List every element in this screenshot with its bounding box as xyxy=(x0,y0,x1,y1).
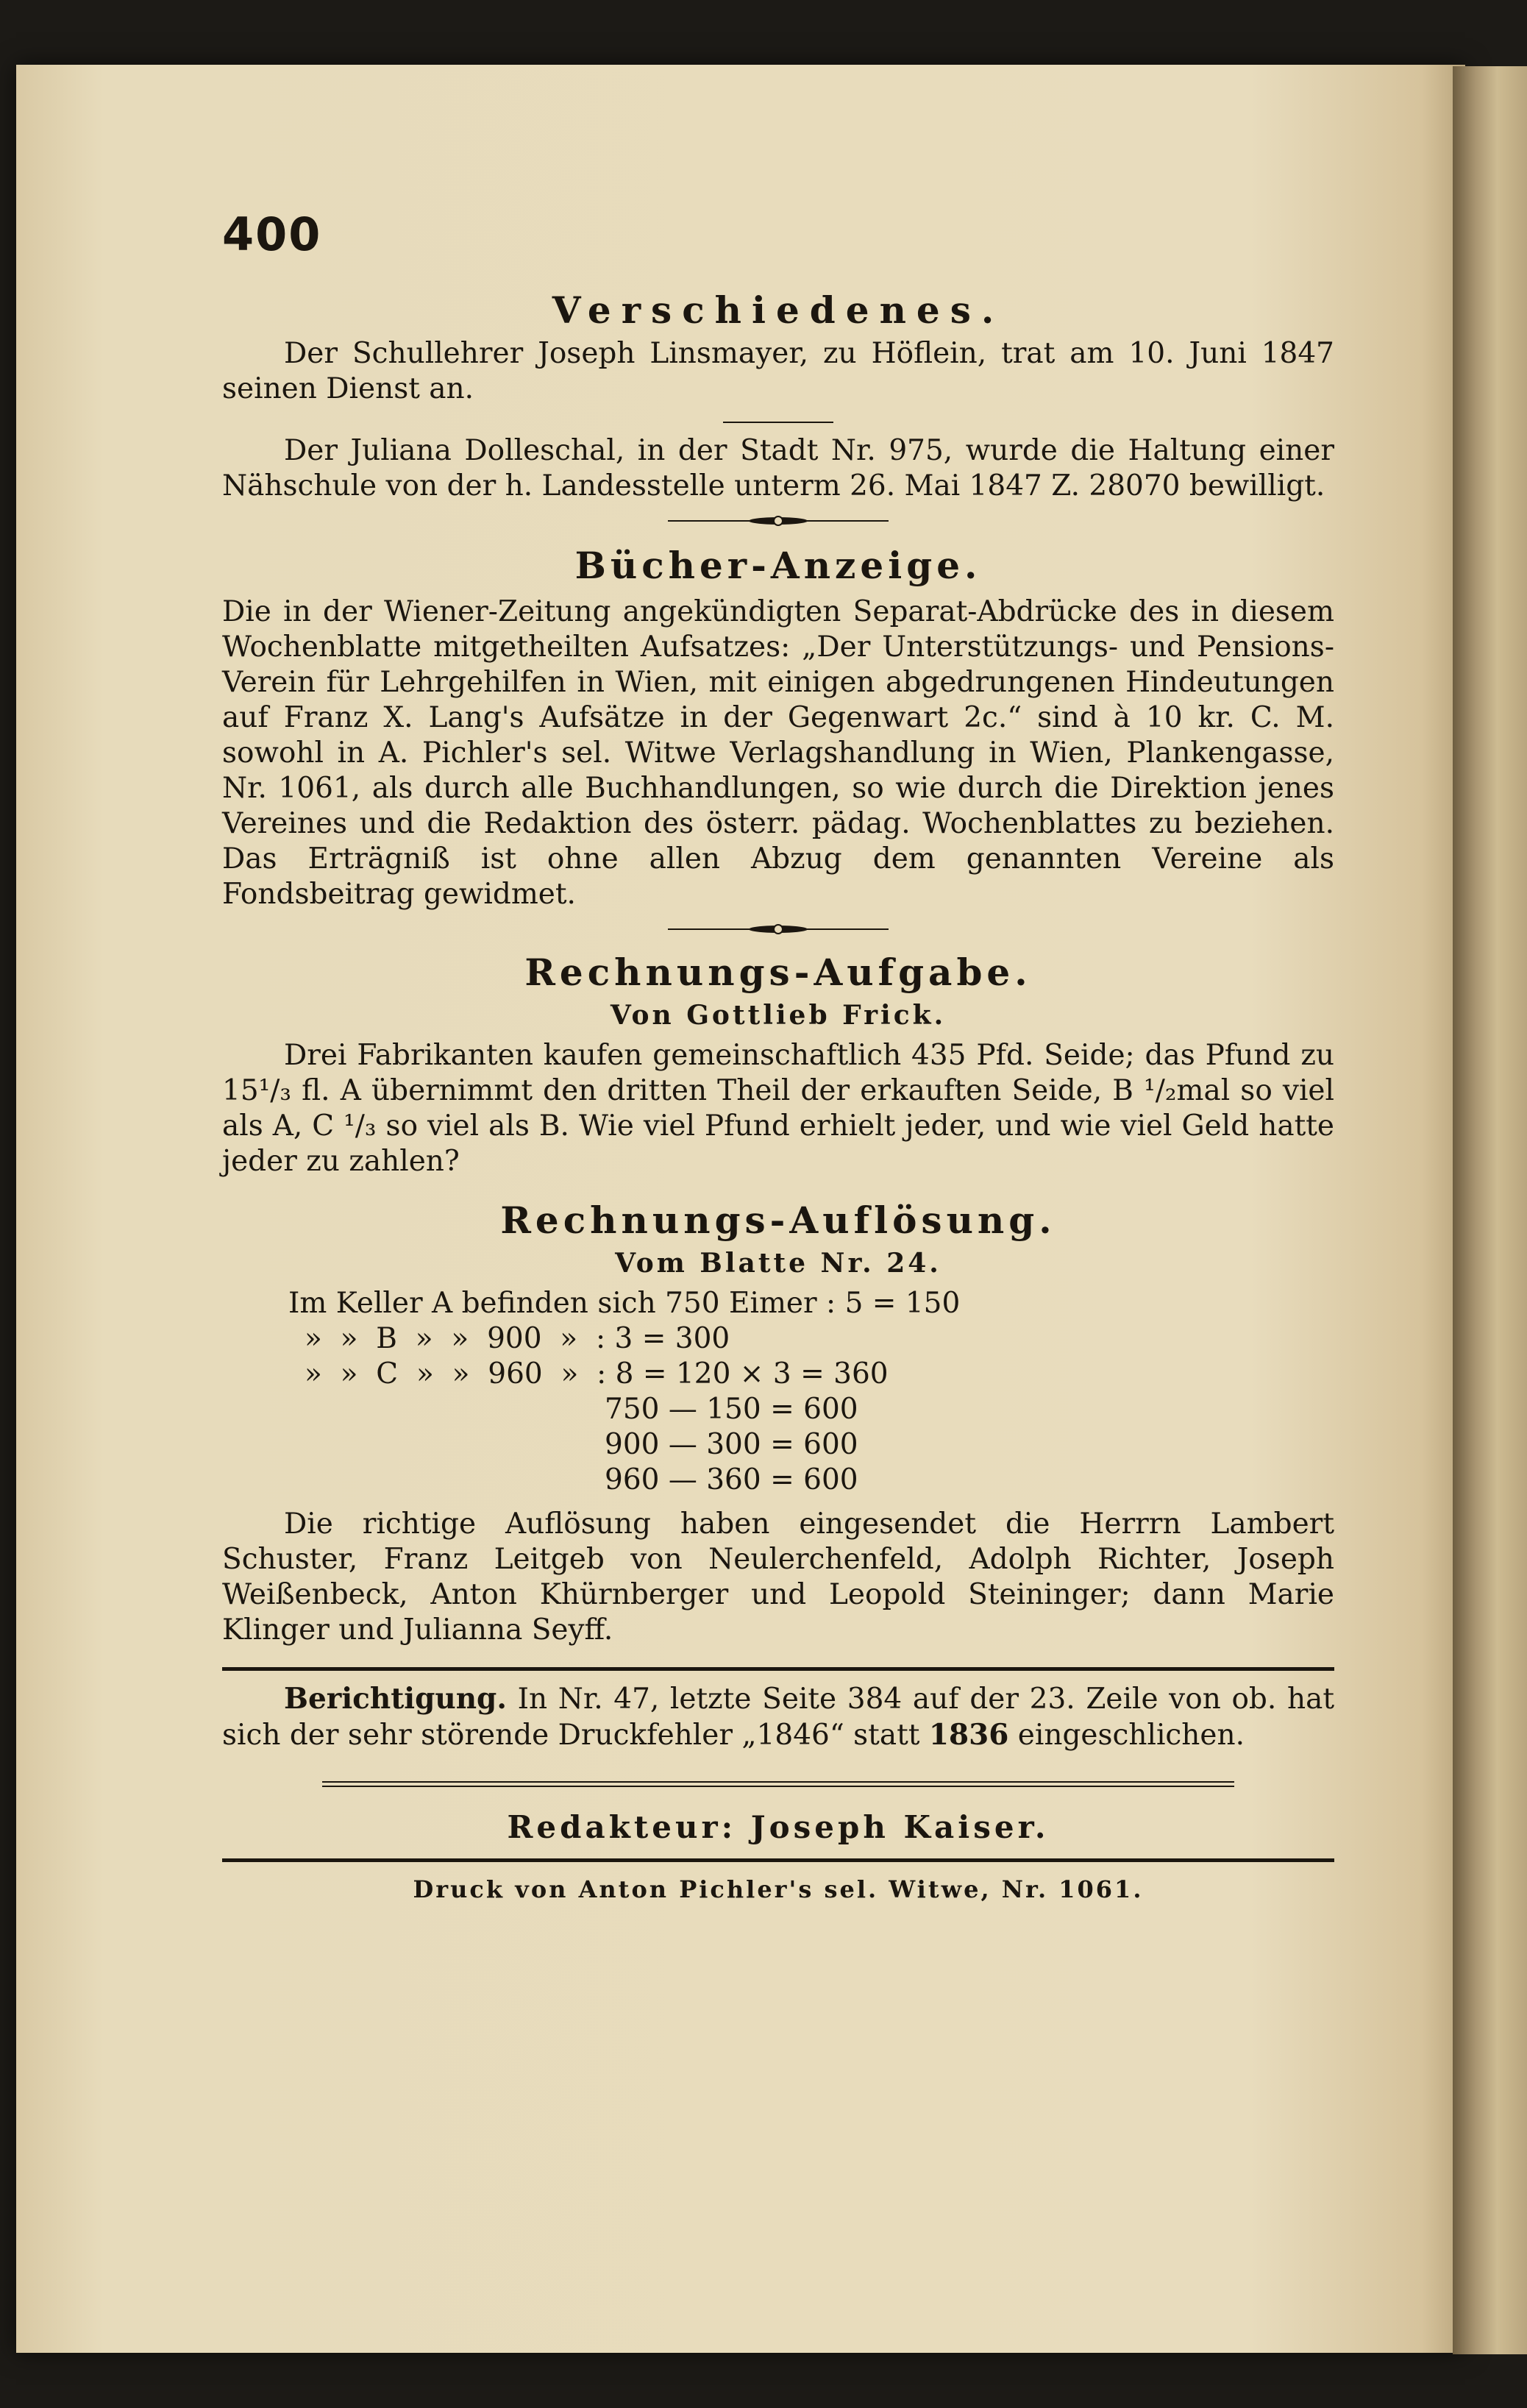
page-content xyxy=(222,206,1334,1903)
buecher-anzeige-text: Die in der Wiener-Zeitung angekündigten Separat-Abdrücke des in diesem Wochenblatte mitgetheilten Aufsatzes: „Der Unterstützungs- und Pensions-Verein für Lehrgehilfen in Wien, mit einigen abgedrungenen Hindeutungen auf Franz X. Lang's Aufsätze in der Gegenwart 2c.“ sind à 10 kr. C. M. sowohl in A. Pichler's sel. Witwe Verlagshandlung in Wien, Plankengasse, Nr. 1061, als durch alle Buchhandlungen, so wie durch die Direktion jenes Vereines und die Redaktion des österr. pädag. Wochenblattes zu beziehen. Das Erträgniß ist ohne allen Abzug dem genannten Vereine als Fondsbeitrag gewidmet. xyxy=(222,595,1334,911)
section-title-buecher: Bücher-Anzeige. xyxy=(574,544,982,587)
section-title-aufloesung: Rechnungs-Auflösung. xyxy=(500,1198,1056,1242)
aufloesung-source: Vom Blatte Nr. 24. xyxy=(615,1248,942,1279)
calc-line: » » C » » 960 » : 8 = 120 × 3 = 360 xyxy=(305,1357,889,1391)
notice-linsmayer: Der Schullehrer Joseph Linsmayer, zu Höflein, trat am 10. Juni 1847 seinen Dienst an. xyxy=(222,337,1334,405)
calc-line: 900 — 300 = 600 xyxy=(605,1428,858,1461)
calc-line: » » B » » 900 » : 3 = 300 xyxy=(305,1322,730,1355)
double-rule-bottom xyxy=(322,1786,1234,1787)
druck-line: Druck von Anton Pichler's sel. Witwe, Nr. 1061. xyxy=(413,1875,1144,1903)
short-divider xyxy=(723,422,833,423)
berichtigung-correct-year: 1836 xyxy=(928,1718,1009,1752)
section-title-verschiedenes: Verschiedenes. xyxy=(552,288,1005,332)
double-rule-top xyxy=(322,1781,1234,1783)
calc-line: Im Keller A befinden sich 750 Eimer : 5 = 150 xyxy=(288,1287,961,1320)
redakteur-line: Redakteur: Joseph Kaiser. xyxy=(507,1809,1050,1845)
berichtigung-paragraph xyxy=(222,1681,1334,1753)
section-title-aufgabe: Rechnungs-Aufgabe. xyxy=(524,951,1032,994)
page-gutter xyxy=(1453,66,1527,2354)
notice-dolleschal: Der Juliana Dolleschal, in der Stadt Nr. 975, wurde die Haltung einer Nähschule von der h. Landesstelle unterm 26. Mai 1847 Z. 28070 bewilligt. xyxy=(222,434,1334,502)
aufgabe-text: Drei Fabrikanten kaufen gemeinschaftlich 435 Pfd. Seide; das Pfund zu 15¹/₃ fl. A übernimmt den dritten Theil der erkauften Seide, B ¹/₂mal so viel als A, C ¹/₃ so viel als B. Wie viel Pfund erhielt jeder, und wie viel Geld hatte jeder zu zahlen? xyxy=(222,1039,1334,1178)
page-number: 400 xyxy=(222,207,322,261)
section-rule xyxy=(222,1667,1334,1671)
footer-rule xyxy=(222,1858,1334,1862)
berichtigung-label: Berichtigung. xyxy=(284,1682,507,1716)
ornament-divider-1 xyxy=(668,514,889,528)
berichtigung-text-after: eingeschlichen. xyxy=(1017,1719,1245,1752)
aufloesung-solvers: Die richtige Auflösung haben eingesendet die Herrrn Lambert Schuster, Franz Leitgeb von Neulerchenfeld, Adolph Richter, Joseph Weißenbeck, Anton Khürnberger und Leopold Steininger; dann Marie Klinger und Julianna Seyff. xyxy=(222,1507,1334,1647)
calc-line: 960 — 360 = 600 xyxy=(605,1463,858,1496)
berichtigung-text-before: In Nr. 47, letzte Seite 384 auf der 23. Zeile von ob. hat sich der sehr störende Druckfehler „1846“ statt xyxy=(222,1683,1334,1752)
aufgabe-author: Von Gottlieb Frick. xyxy=(610,1000,947,1031)
ornament-divider-2 xyxy=(668,923,889,936)
calc-line: 750 — 150 = 600 xyxy=(605,1393,858,1426)
calculation-block xyxy=(222,1286,1334,1507)
